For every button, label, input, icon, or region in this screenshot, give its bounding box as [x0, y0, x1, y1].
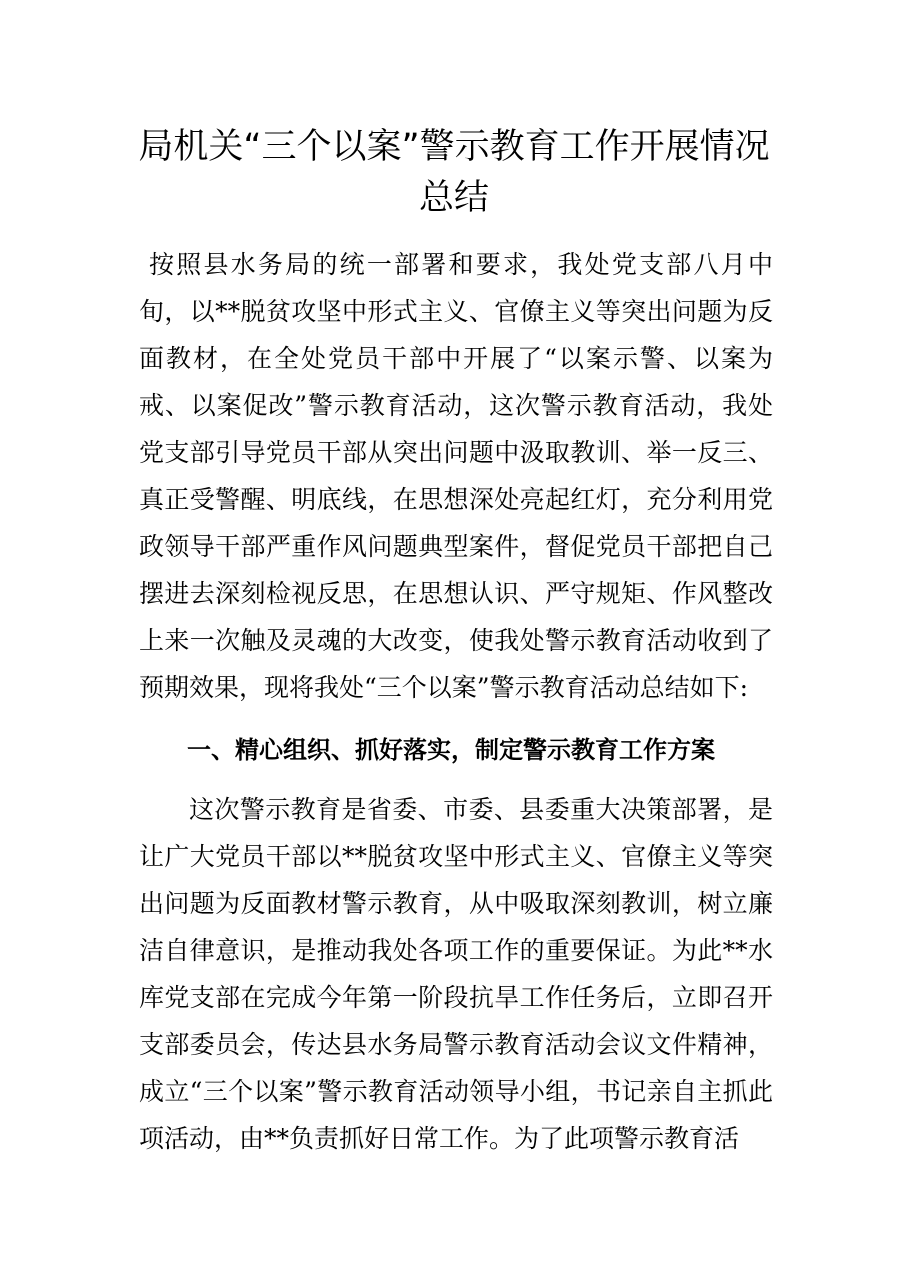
intro-paragraph: 按照县水务局的统一部署和要求，我处党支部八月中旬，以**脱贫攻坚中形式主义、官僚主义等突出问题为反面教材，在全处党员干部中开展了“以案示警、以案为戒、以案促改”警示教育活动，这次警示教育活动，我处党支部引导党员干部从突出问题中汲取教训、举一反三、真正受警醒、明底线，在思想深处亮起红灯，充分利用党政领导干部严重作风问题典型案件，督促党员干部把自己摆进去深刻检视反思，在思想认识、严守规矩、作风整改上来一次触及灵魂的大改变，使我处警示教育活动收到了预期效果，现将我处“三个以案”警示教育活动总结如下:	[139, 250, 773, 702]
document-title	[120, 122, 788, 224]
section-1-paragraph: 这次警示教育是省委、市委、县委重大决策部署，是让广大党员干部以**脱贫攻坚中形式主义、官僚主义等突出问题为反面教材警示教育，从中吸取深刻教训，树立廉洁自律意识，是推动我处各项工作的重要保证。为此**水库党支部在完成今年第一阶段抗旱工作任务后，立即召开支部委员会，传达县水务局警示教育活动会议文件精神，成立“三个以案”警示教育活动领导小组，书记亲自主抓此项活动，由**负责抓好日常工作。为了此项警示教育活	[139, 795, 773, 1153]
section-heading-1: 一、精心组织、抓好落实，制定警示教育工作方案	[187, 736, 715, 764]
title-line-2: 总结	[418, 178, 489, 218]
title-line-1: 局机关“三个以案”警示教育工作开展情况	[138, 127, 770, 167]
